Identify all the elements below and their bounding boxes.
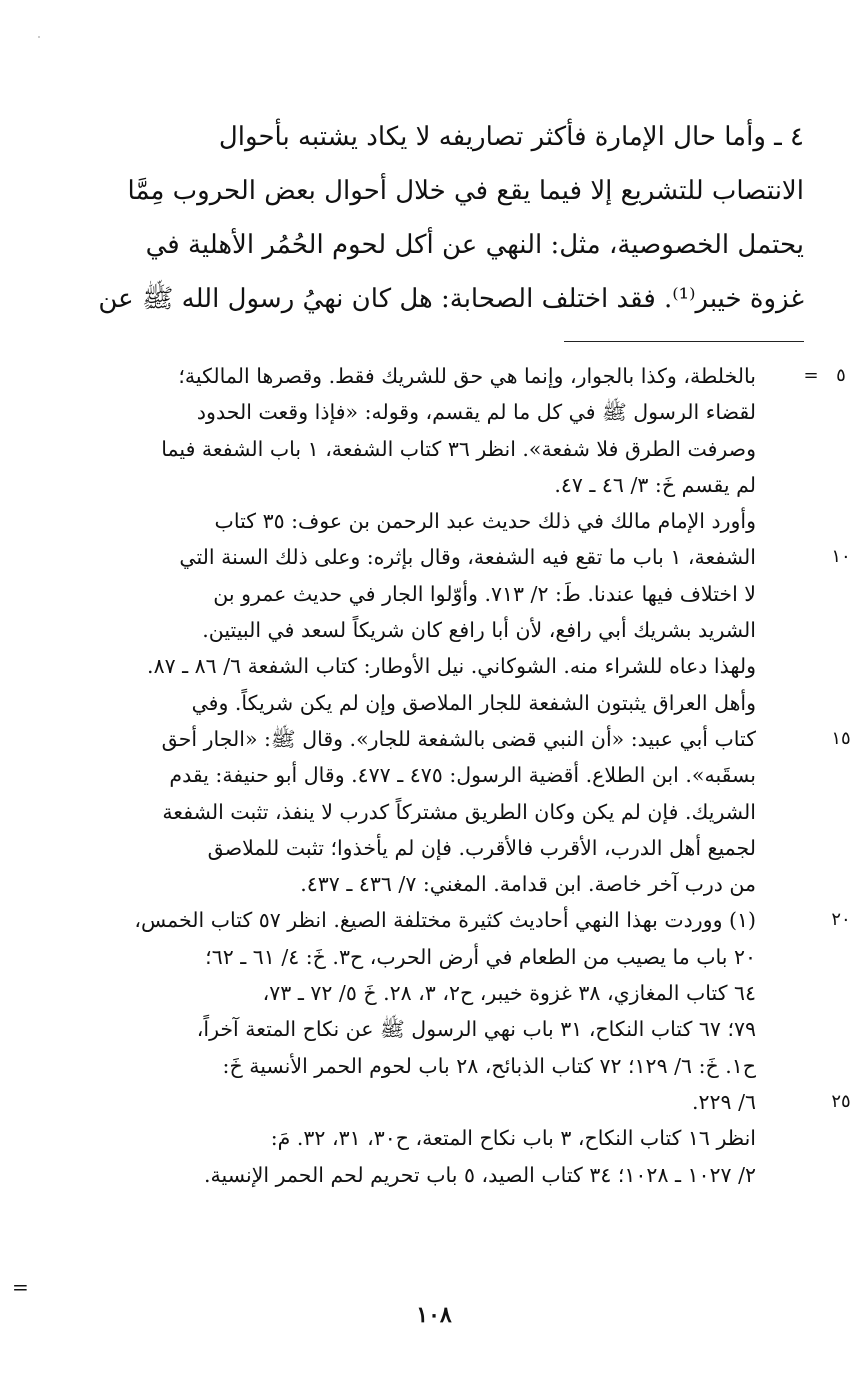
- footnote-line: من درب آخر خاصة. ابن قدامة. المغني: ٧/ ٤٣٦ ـ ٤٣٧.: [300, 872, 756, 897]
- line-number: ١٠: [831, 546, 851, 568]
- footnote-line: وأهل العراق يثبتون الشفعة للجار الملاصق وإن لم يكن شريكاً. وفي: [191, 690, 756, 715]
- page-number: ١٠٨: [416, 1302, 452, 1328]
- line-number: ٢٥: [831, 1090, 851, 1112]
- footnote-line: ولهذا دعاه للشراء منه. الشوكاني. نيل الأوطار: كتاب الشفعة ٦/ ٨٦ ـ ٨٧.: [147, 654, 756, 679]
- footnote-line: ح١. خَ: ٦/ ١٢٩؛ ٧٢ كتاب الذبائح، ٢٨ باب لحوم الحمر الأنسية خَ:: [222, 1053, 756, 1078]
- end-continuation-mark: =: [12, 1275, 29, 1299]
- footnote-line: الشريد بشريك أبي رافع، لأن أبا رافع كان شريكاً لسعد في البيتين.: [202, 618, 756, 643]
- main-text: [64, 110, 804, 326]
- footnote-line: وصرفت الطرق فلا شفعة». انظر ٣٦ كتاب الشفعة، ١ باب الشفعة فيما: [161, 436, 756, 461]
- marker-row: [760, 902, 856, 938]
- line-number: ٥: [836, 365, 846, 386]
- marker-row: [760, 1084, 856, 1120]
- footnote-line: كتاب أبي عبيد: «أن النبي قضى بالشفعة للجار». وقال ﷺ: «الجار أحق: [161, 726, 756, 751]
- main-text-line: غزوة خيبر⁽¹⁾. فقد اختلف الصحابة: هل كان نهيُ رسول الله ﷺ عن: [98, 284, 804, 314]
- continuation-mark: =: [803, 365, 819, 386]
- main-text-line: الانتصاب للتشريع إلا فيما يقع في خلال أحوال بعض الحروب مِمَّا: [127, 176, 804, 206]
- footnote-line: (١) ووردت بهذا النهي أحاديث كثيرة مختلفة الصيغ. انظر ٥٧ كتاب الخمس،: [134, 908, 756, 933]
- footnote-line: وأورد الإمام مالك في ذلك حديث عبد الرحمن بن عوف: ٣٥ كتاب: [214, 509, 756, 534]
- footnote-line: لم يقسم خَ: ٣/ ٤٦ ـ ٤٧.: [554, 472, 756, 497]
- footnote-line: ٢٠ باب ما يصيب من الطعام في أرض الحرب، ح٣. خَ: ٤/ ٦١ ـ ٦٢؛: [205, 944, 756, 969]
- marker-row: [760, 539, 856, 575]
- marker-row: [760, 721, 856, 757]
- footnote-line: انظر ١٦ كتاب النكاح، ٣ باب نكاح المتعة، ح٣٠، ٣١، ٣٢. مَ:: [270, 1126, 756, 1151]
- footnote-line: لجميع أهل الدرب، الأقرب فالأقرب. فإن لم يأخذوا؛ تثبت للملاصق: [207, 835, 756, 860]
- footnote-line: الشريك. فإن لم يكن وكان الطريق مشتركاً كدرب لا ينفذ، تثبت الشفعة: [162, 799, 756, 824]
- footnotes: [52, 358, 756, 1193]
- footnote-line: بالخلطة، وكذا بالجوار، وإنما هي حق للشريك فقط. وقصرها المالكية؛: [178, 364, 756, 388]
- line-markers: [760, 358, 856, 1120]
- footnote-line: ٦٤ كتاب المغازي، ٣٨ غزوة خيبر، ح٢، ٣، ٢٨. خَ ٥/ ٧٢ ـ ٧٣،: [262, 981, 756, 1006]
- footnote-separator: [564, 341, 804, 342]
- marker-row: [760, 358, 856, 394]
- footnote-line: ٧٩؛ ٦٧ كتاب النكاح، ٣١ باب نهي الرسول ﷺ عن نكاح المتعة آخراً،: [196, 1017, 756, 1042]
- footnote-line: ٦/ ٢٢٩.: [691, 1089, 756, 1114]
- main-text-line: يحتمل الخصوصية، مثل: النهي عن أكل لحوم الحُمُر الأهلية في: [145, 230, 804, 260]
- footnote-line: الشفعة، ١ باب ما تقع فيه الشفعة، وقال بإثره: وعلى ذلك السنة التي: [179, 545, 756, 570]
- scan-speck: [38, 36, 40, 38]
- footnote-line: ٢/ ١٠٢٧ ـ ١٠٢٨؛ ٣٤ كتاب الصيد، ٥ باب تحريم لحم الحمر الإنسية.: [204, 1162, 756, 1187]
- footnote-line: لقضاء الرسول ﷺ في كل ما لم يقسم، وقوله: «فإذا وقعت الحدود: [196, 400, 756, 425]
- line-number: ٢٠: [831, 909, 851, 931]
- line-number: ١٥: [831, 727, 851, 749]
- footnote-line: لا اختلاف فيها عندنا. طَ: ٢/ ٧١٣. وأوّلوا الجار في حديث عمرو بن: [213, 581, 756, 606]
- main-text-line: ٤ ـ وأما حال الإمارة فأكثر تصاريفه لا يكاد يشتبه بأحوال: [218, 122, 804, 152]
- footnote-line: بسقَبه». ابن الطلاع. أقضية الرسول: ٤٧٥ ـ ٤٧٧. وقال أبو حنيفة: يقدم: [169, 763, 756, 788]
